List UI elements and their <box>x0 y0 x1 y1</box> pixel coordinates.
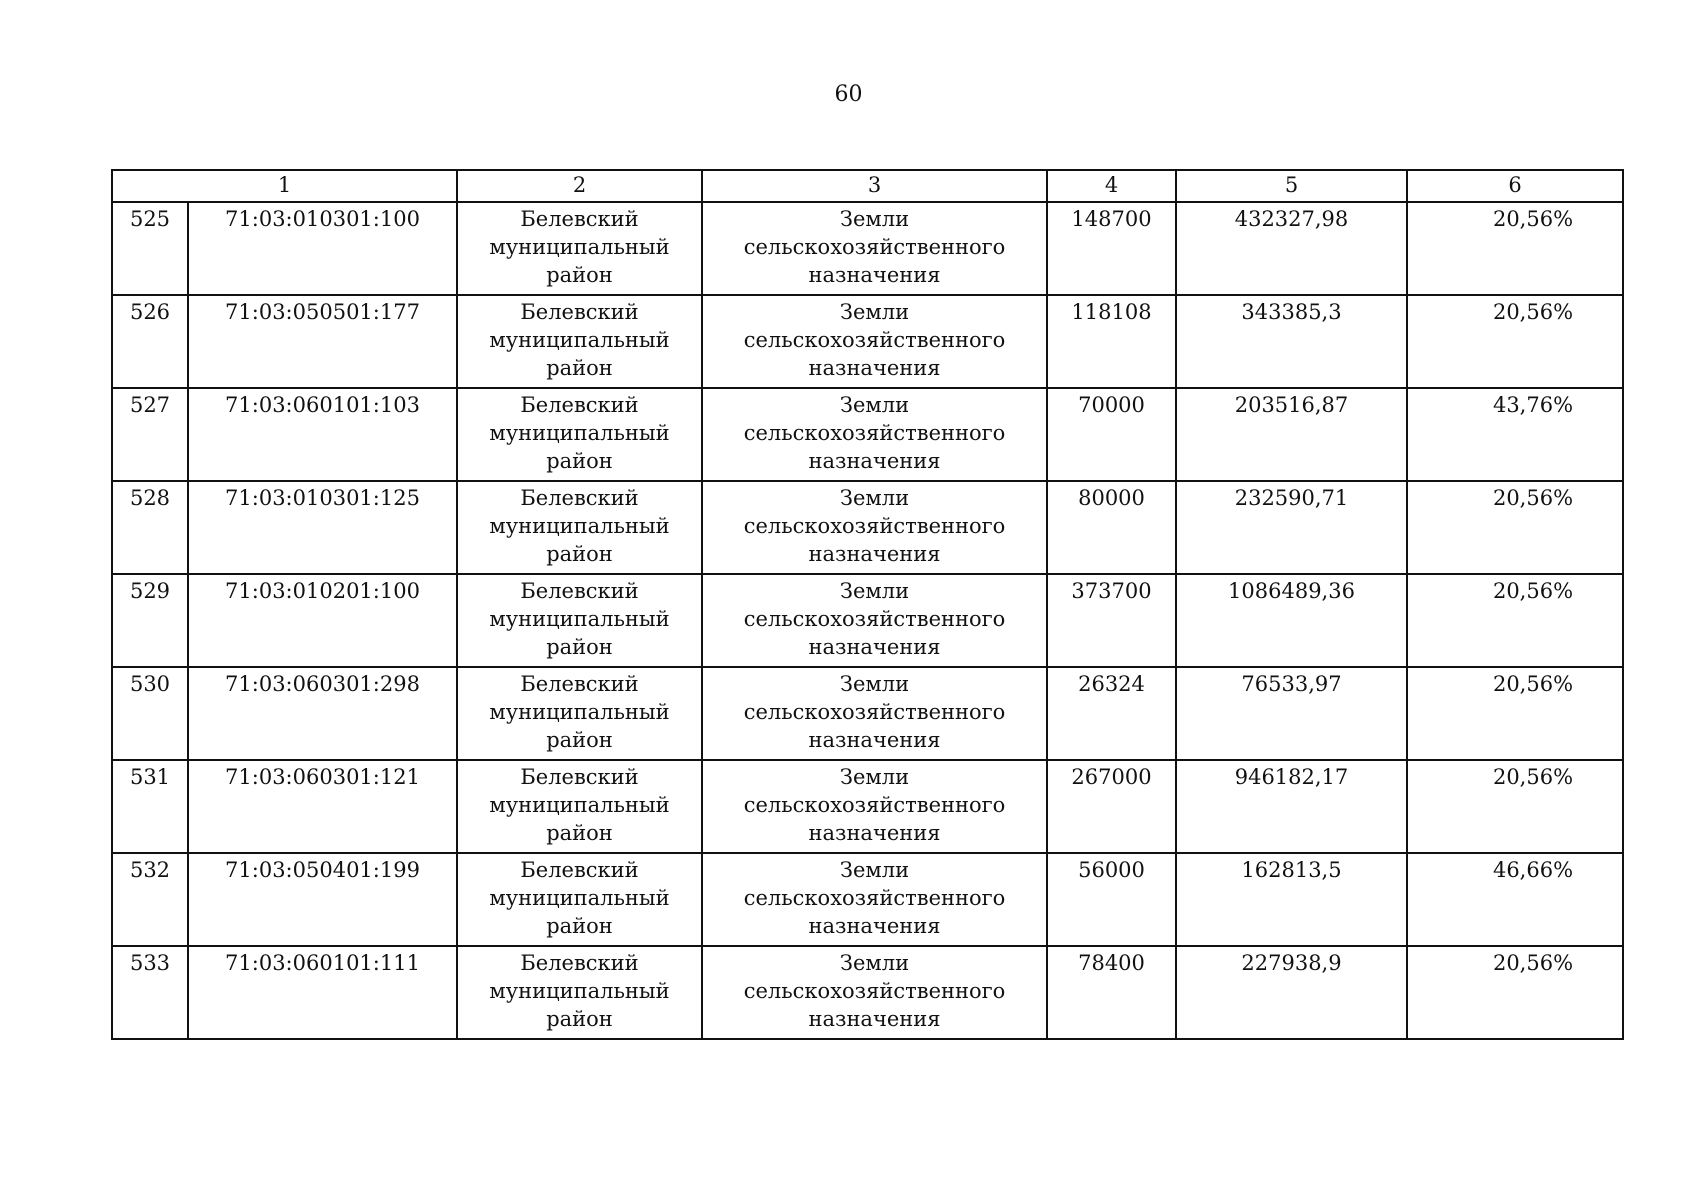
percent-value: 20,56% <box>1492 672 1574 696</box>
table-row <box>112 760 1623 853</box>
cadastral-value-cell: 1086489,36 <box>1176 574 1407 667</box>
table-row <box>112 667 1623 760</box>
cadastral-number-cell: 71:03:010301:125 <box>188 481 457 574</box>
cadastral-number-cell: 71:03:050501:177 <box>188 295 457 388</box>
cadastral-value-cell: 343385,3 <box>1176 295 1407 388</box>
cadastral-value-cell: 76533,97 <box>1176 667 1407 760</box>
land-category-cell: Земли сельскохозяйственного назначения <box>702 388 1047 481</box>
percent-value: 43,76% <box>1492 393 1574 417</box>
row-number-cell: 528 <box>112 481 188 574</box>
percent-cell <box>1407 946 1623 1039</box>
percent-cell <box>1407 853 1623 946</box>
percent-cell <box>1407 202 1623 295</box>
row-number-cell: 527 <box>112 388 188 481</box>
percent-value: 46,66% <box>1492 858 1574 882</box>
district-cell: Белевский муниципальный район <box>457 667 702 760</box>
cadastral-value-cell: 946182,17 <box>1176 760 1407 853</box>
table-row <box>112 388 1623 481</box>
header-row <box>112 170 1623 202</box>
area-cell: 56000 <box>1047 853 1176 946</box>
land-category-cell: Земли сельскохозяйственного назначения <box>702 481 1047 574</box>
district-cell: Белевский муниципальный район <box>457 760 702 853</box>
district-cell: Белевский муниципальный район <box>457 481 702 574</box>
area-cell: 148700 <box>1047 202 1176 295</box>
area-cell: 118108 <box>1047 295 1176 388</box>
row-number-cell: 533 <box>112 946 188 1039</box>
district-cell: Белевский муниципальный район <box>457 574 702 667</box>
district-cell: Белевский муниципальный район <box>457 853 702 946</box>
percent-cell <box>1407 667 1623 760</box>
table-row <box>112 481 1623 574</box>
table-row <box>112 574 1623 667</box>
cadastral-value-cell: 162813,5 <box>1176 853 1407 946</box>
percent-value: 20,56% <box>1492 765 1574 789</box>
cadastral-value-cell: 227938,9 <box>1176 946 1407 1039</box>
cadastral-value-cell: 203516,87 <box>1176 388 1407 481</box>
cadastral-number-cell: 71:03:060301:121 <box>188 760 457 853</box>
district-cell: Белевский муниципальный район <box>457 388 702 481</box>
land-category-cell: Земли сельскохозяйственного назначения <box>702 295 1047 388</box>
cadastral-number-cell: 71:03:060101:103 <box>188 388 457 481</box>
cadastral-value-cell: 232590,71 <box>1176 481 1407 574</box>
row-number-cell: 531 <box>112 760 188 853</box>
row-number-cell: 530 <box>112 667 188 760</box>
district-cell: Белевский муниципальный район <box>457 946 702 1039</box>
cadastral-number-cell: 71:03:010201:100 <box>188 574 457 667</box>
land-category-cell: Земли сельскохозяйственного назначения <box>702 760 1047 853</box>
area-cell: 80000 <box>1047 481 1176 574</box>
table-body <box>112 202 1623 1039</box>
cadastral-number-cell: 71:03:010301:100 <box>188 202 457 295</box>
percent-value: 20,56% <box>1492 579 1574 603</box>
percent-cell <box>1407 574 1623 667</box>
header-col-2: 2 <box>457 170 702 202</box>
row-number-cell: 532 <box>112 853 188 946</box>
percent-cell <box>1407 295 1623 388</box>
row-number-cell: 526 <box>112 295 188 388</box>
land-category-cell: Земли сельскохозяйственного назначения <box>702 667 1047 760</box>
area-cell: 78400 <box>1047 946 1176 1039</box>
header-col-4: 4 <box>1047 170 1176 202</box>
table-row <box>112 295 1623 388</box>
land-category-cell: Земли сельскохозяйственного назначения <box>702 202 1047 295</box>
area-cell: 26324 <box>1047 667 1176 760</box>
header-col-3: 3 <box>702 170 1047 202</box>
area-cell: 373700 <box>1047 574 1176 667</box>
percent-value: 20,56% <box>1492 486 1574 510</box>
percent-value: 20,56% <box>1492 300 1574 324</box>
percent-cell <box>1407 388 1623 481</box>
land-category-cell: Земли сельскохозяйственного назначения <box>702 946 1047 1039</box>
percent-cell <box>1407 481 1623 574</box>
table-header <box>112 170 1623 202</box>
table-row <box>112 202 1623 295</box>
district-cell: Белевский муниципальный район <box>457 295 702 388</box>
area-cell: 267000 <box>1047 760 1176 853</box>
land-plots-table <box>111 169 1624 1040</box>
header-col-5: 5 <box>1176 170 1407 202</box>
district-cell: Белевский муниципальный район <box>457 202 702 295</box>
percent-cell <box>1407 760 1623 853</box>
table-row <box>112 946 1623 1039</box>
cadastral-value-cell: 432327,98 <box>1176 202 1407 295</box>
table-row <box>112 853 1623 946</box>
row-number-cell: 529 <box>112 574 188 667</box>
page-number: 60 <box>834 82 863 107</box>
cadastral-number-cell: 71:03:060101:111 <box>188 946 457 1039</box>
percent-value: 20,56% <box>1492 951 1574 975</box>
area-cell: 70000 <box>1047 388 1176 481</box>
row-number-cell: 525 <box>112 202 188 295</box>
percent-value: 20,56% <box>1492 207 1574 231</box>
header-col-1: 1 <box>112 170 457 202</box>
cadastral-number-cell: 71:03:050401:199 <box>188 853 457 946</box>
land-category-cell: Земли сельскохозяйственного назначения <box>702 853 1047 946</box>
cadastral-number-cell: 71:03:060301:298 <box>188 667 457 760</box>
land-category-cell: Земли сельскохозяйственного назначения <box>702 574 1047 667</box>
header-col-6: 6 <box>1407 170 1623 202</box>
